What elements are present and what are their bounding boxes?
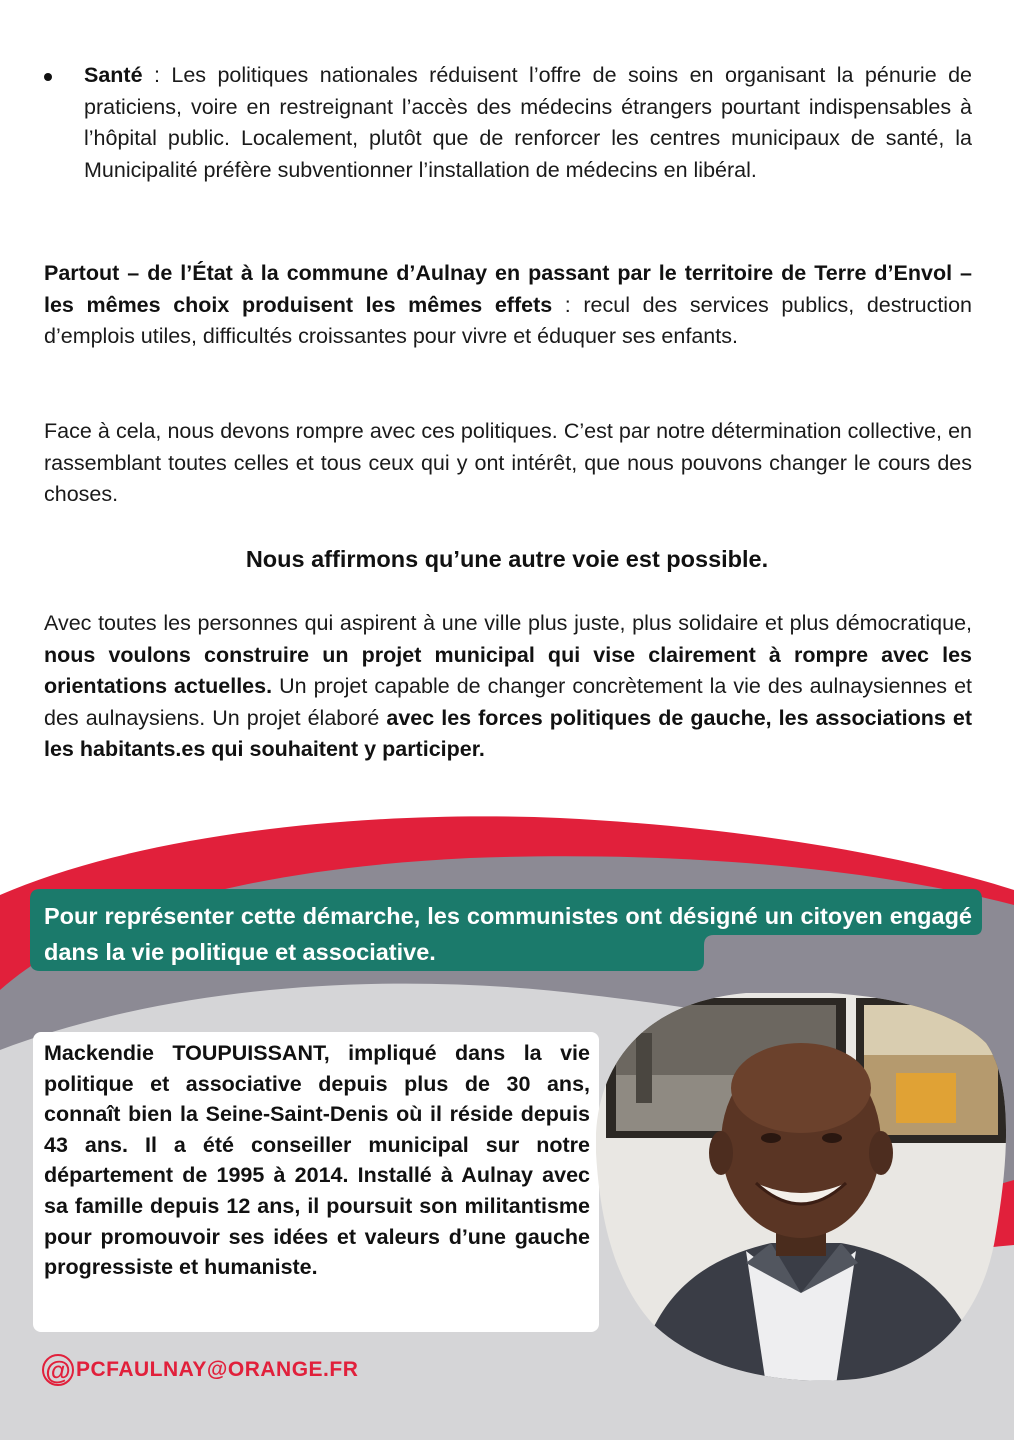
bio-text: Mackendie TOUPUISSANT, impliqué dans la vie politique et associative depuis plus de 30 ans, connaît bien la Seine-Saint-Denis où il réside depuis 43 ans. Il a été conseiller municipal sur notre département de 1995 à 2014. Installé à Aulnay avec sa famille depuis 12 ans, il poursuit son militantisme pour promouvoir ses idées et valeurs d’une gauche progressiste et humaniste.: [44, 1041, 590, 1280]
announcement-text: Pour représenter cette démarche, les communistes ont désigné un citoyen engagé dans la vie politique et associative.: [44, 903, 972, 965]
bullet-item-sante: [44, 60, 972, 186]
contact-email[interactable]: [42, 1354, 358, 1386]
email-text[interactable]: PCFAULNAY@ORANGE.FR: [76, 1358, 359, 1381]
paragraph-partout-bold: Partout – de l’État à la commune d’Aulnay en passant par le territoire de Terre d’Envol – les mêmes choix produisent les mêmes effets: [44, 261, 972, 317]
bullet-text: [84, 60, 972, 186]
paragraph-partout-rest: : recul des services publics, destruction d’emplois utiles, difficultés croissantes pour vivre et éduquer ses enfants.: [44, 292, 972, 348]
paragraph-projet-part2: Un projet capable de changer concrètement la vie des aulnaysiennes et des aulnaysiens. Un projet élaboré: [44, 674, 972, 730]
at-icon: @: [42, 1354, 74, 1386]
headline: Nous affirmons qu’une autre voie est possible.: [245, 546, 769, 572]
candidate-photo: [596, 993, 1012, 1385]
paragraph-projet: [44, 608, 972, 766]
bullet-body: : Les politiques nationales réduisent l’offre de soins en organisant la pénurie de praticiens, voire en restreignant l’accès des médecins étrangers pourtant indispensables à l’hôpital public. Localement, plutôt que de renforcer les centres municipaux de santé, la Municipalité préfère subventionner l’installation de médecins en libéral.: [84, 63, 972, 182]
paragraph-face-a-cela: Face à cela, nous devons rompre avec ces politiques. C’est par notre détermination collective, en rassemblant toutes celles et tous ceux qui y ont intérêt, que nous pouvons changer le cours des choses.: [44, 419, 972, 506]
paragraph-projet-bold1: nous voulons construire un projet municipal qui vise clairement à rompre avec les orientations actuelles.: [44, 642, 972, 698]
paragraph-partout: [44, 258, 972, 353]
paragraph-projet-bold2: avec les forces politiques de gauche, les associations et les habitants.es qui souhaitent y participer.: [44, 705, 973, 761]
paragraph-projet-part1: Avec toutes les personnes qui aspirent à une ville plus juste, plus solidaire et plus démocratique,: [44, 611, 972, 635]
bullet-label: Santé: [84, 63, 143, 87]
bullet-dot-icon: [44, 73, 52, 81]
